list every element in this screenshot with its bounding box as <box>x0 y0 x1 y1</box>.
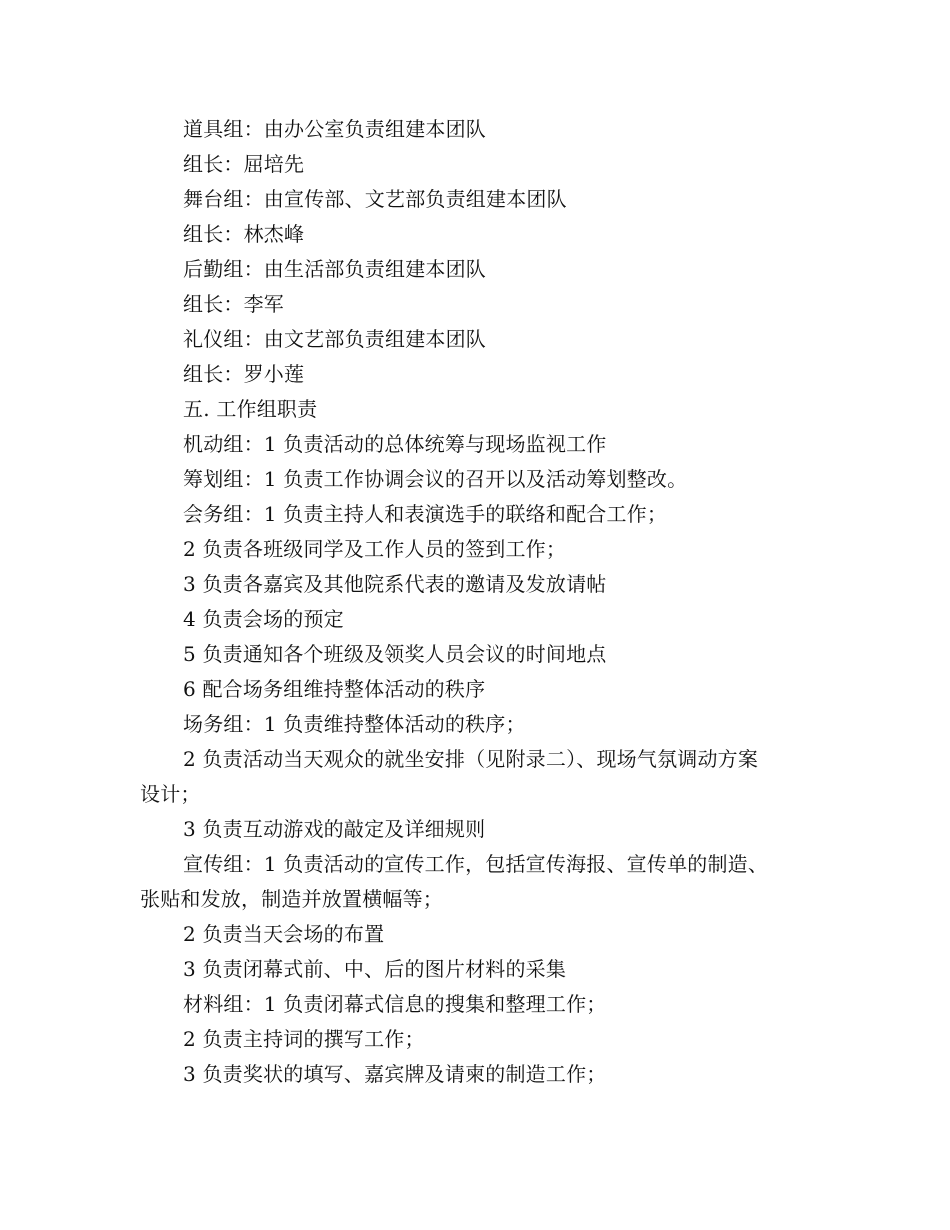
text-line: 3 负责互动游戏的敲定及详细规则 <box>183 817 486 841</box>
text-line: 3 负责各嘉宾及其他院系代表的邀请及发放请帖 <box>183 572 607 596</box>
document-body <box>140 112 810 1092</box>
text-line: 舞台组：由宣传部、文艺部负责组建本团队 <box>183 187 567 211</box>
text-line: 材料组：1 负责闭幕式信息的搜集和整理工作； <box>183 992 607 1016</box>
text-line: 筹划组：1 负责工作协调会议的召开以及活动筹划整改。 <box>183 467 688 491</box>
text-line: 5 负责通知各个班级及领奖人员会议的时间地点 <box>183 642 607 666</box>
text-line: 礼仪组：由文艺部负责组建本团队 <box>183 327 486 351</box>
text-line: 机动组：1 负责活动的总体统筹与现场监视工作 <box>183 432 607 456</box>
text-line: 4 负责会场的预定 <box>183 607 344 631</box>
text-line: 组长：屈培先 <box>183 152 305 176</box>
text-line: 2 负责各班级同学及工作人员的签到工作； <box>183 537 567 561</box>
text-line: 组长：李军 <box>183 292 284 316</box>
text-line: 后勤组：由生活部负责组建本团队 <box>183 257 486 281</box>
text-line: 张贴和发放，制造并放置横幅等； <box>140 887 443 911</box>
text-line: 五. 工作组职责 <box>183 397 318 421</box>
text-line: 6 配合场务组维持整体活动的秩序 <box>183 677 486 701</box>
text-line: 组长：林杰峰 <box>183 222 305 246</box>
text-line: 宣传组：1 负责活动的宣传工作，包括宣传海报、宣传单的制造、 <box>183 852 769 876</box>
text-line: 2 负责活动当天观众的就坐安排（见附录二）、现场气氛调动方案 <box>183 747 759 771</box>
text-line: 2 负责当天会场的布置 <box>183 922 385 946</box>
text-line: 会务组：1 负责主持人和表演选手的联络和配合工作； <box>183 502 668 526</box>
text-line: 3 负责奖状的填写、嘉宾牌及请柬的制造工作； <box>183 1062 607 1086</box>
text-line: 组长：罗小莲 <box>183 362 305 386</box>
text-line: 设计； <box>140 782 201 806</box>
text-line: 道具组：由办公室负责组建本团队 <box>183 117 486 141</box>
text-line: 场务组：1 负责维持整体活动的秩序； <box>183 712 526 736</box>
text-line: 3 负责闭幕式前、中、后的图片材料的采集 <box>183 957 567 981</box>
text-line: 2 负责主持词的撰写工作； <box>183 1027 425 1051</box>
